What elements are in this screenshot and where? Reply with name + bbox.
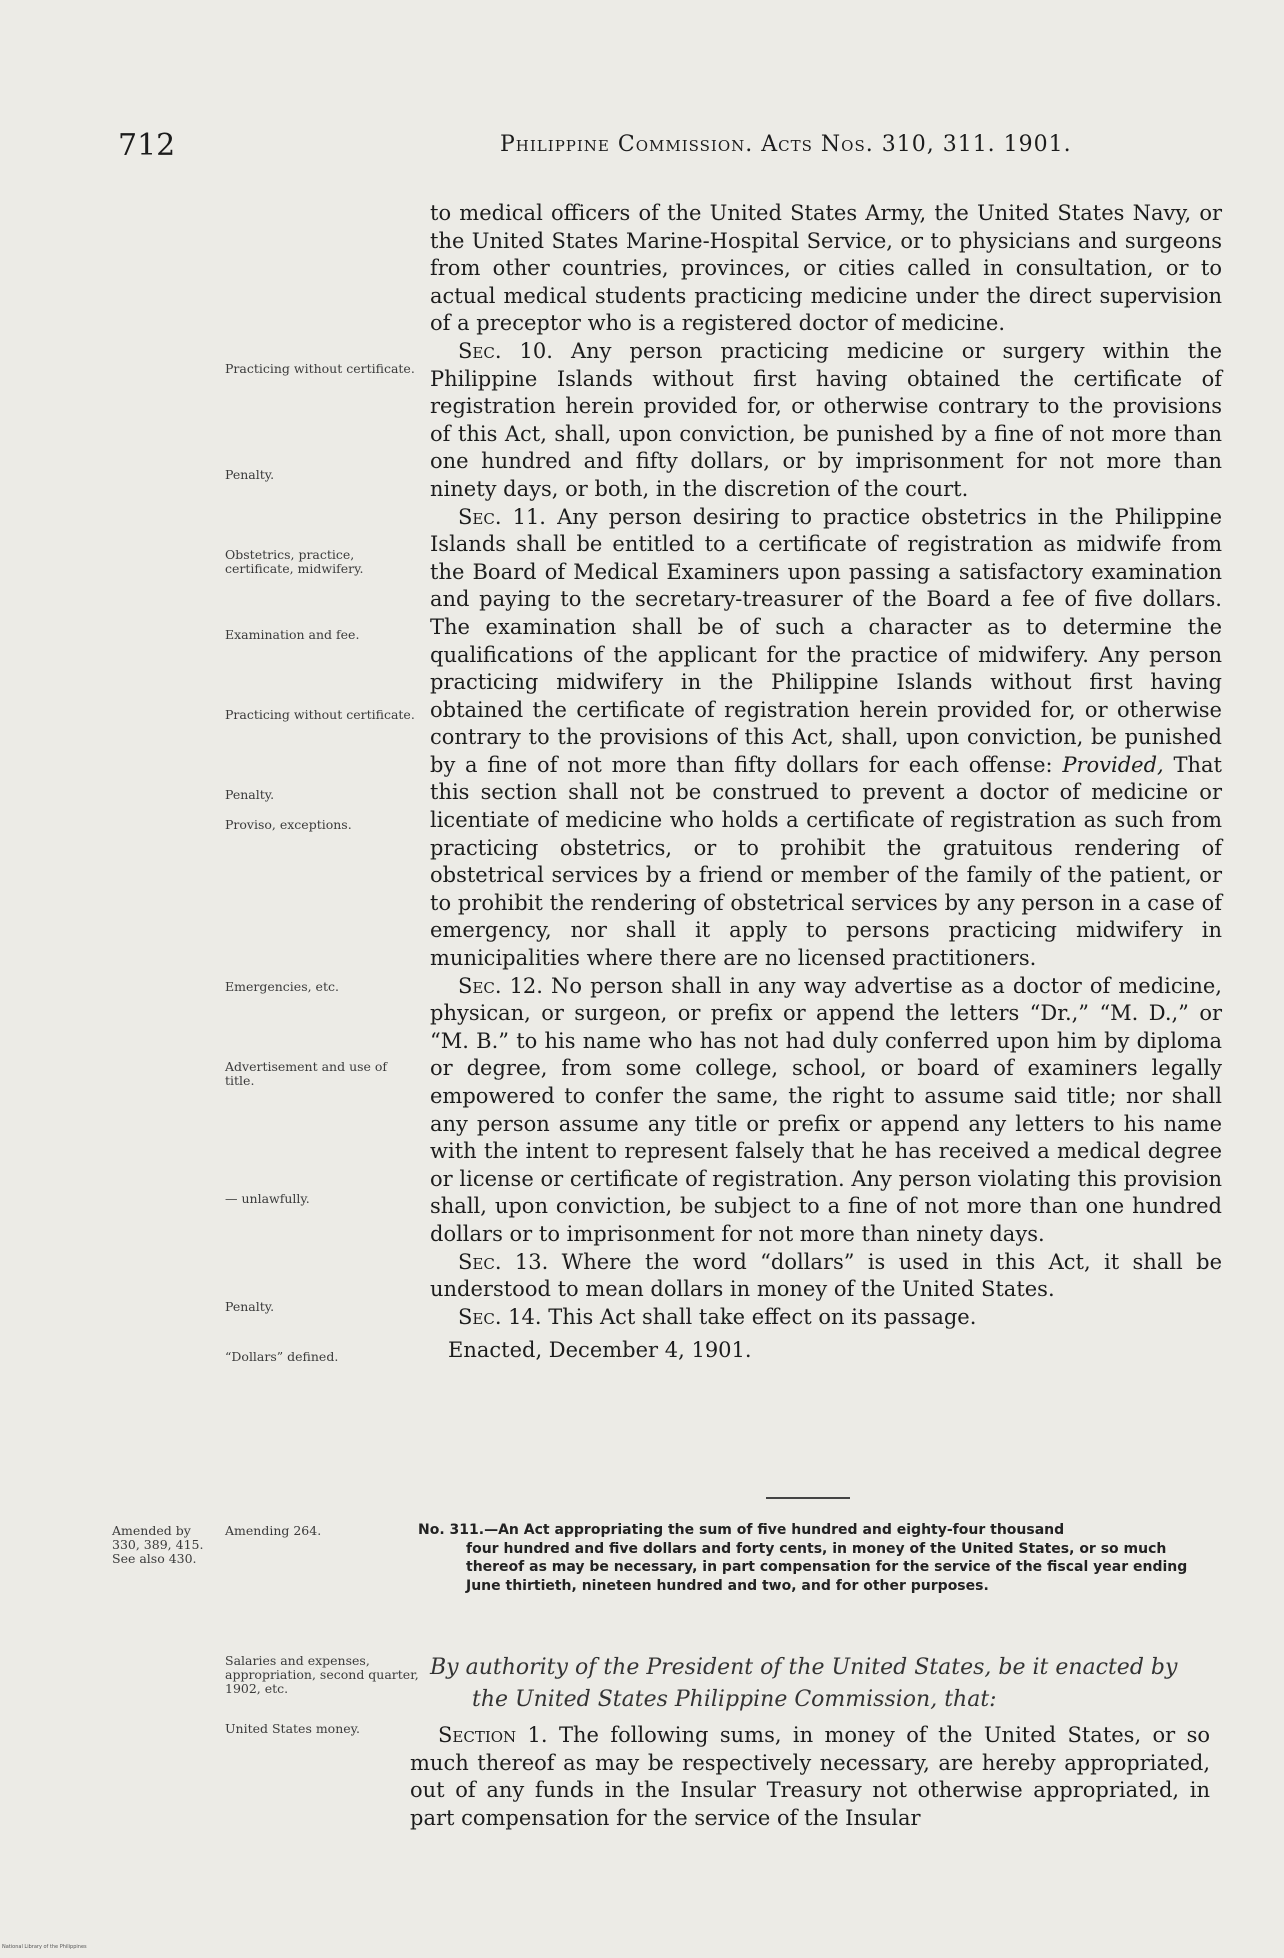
body-text [430,200,1222,1365]
margin-note-practicing-without-certificate: Practicing without certificate. [225,361,415,376]
act-311-title-rest: four hundred and five dollars and forty cents, in money of the United States, or so much thereof as may be necessary, in part compensation for the service of the fiscal year ending June thirtieth, nineteen hundred and two, and for other purposes. [466,1540,1188,1594]
enacting-line-1: By authority of the President of the United States, be it enacted by [430,1655,1178,1680]
section-12-text: No person shall in any way advertise as a doctor of medicine, physican, or surgeon, or prefix or append the letters “Dr.,” “M. D.,” or “M. B.” to his name who has not had duly conferred upon him by diploma or degree, from some college, school, or board of examiners legally empowered to confer the same, the right to assume said title; nor shall any person assume any title or prefix or append any letters to his name with the intent to represent falsely that he has received a medical degree or license or certificate of registration. Any person violating this provision shall, upon conviction, be subject to a fine of not more than one hundred dollars or to imprisonment for not more than ninety days. [430,973,1222,1246]
margin-note-penalty-3: Penalty. [225,1299,275,1314]
margin-note-amending: Amending 264. [225,1523,322,1538]
margin-note-proviso: Proviso, exceptions. [225,817,352,832]
margin-note-advertisement: Advertisement and use of title. [225,1059,388,1088]
margin-note-us-money: United States money. [225,1721,361,1736]
margin-note-unlawfully: — unlawfully. [225,1191,310,1206]
margin-note-practicing-without-certificate-2: Practicing without certificate. [225,707,415,722]
enacting-line-2: the United States Philippine Commission, that: [472,1687,997,1712]
footer-credit: National Library of the Philippines [2,1944,87,1950]
section-11-label: Sec. 11. [458,504,546,529]
margin-note-obstetrics: Obstetrics, practice, certificate, midwifery. [225,547,364,576]
section-1-text: The following sums, in money of the United States, or so much thereof as may be respectively necessary, are hereby appropriated, out of any funds in the Insular Treasury not otherwise appropriated, in part compensation for the service of the Insular [410,1723,1210,1830]
act-311-title [418,1521,1208,1595]
section-11 [430,504,1222,973]
running-head: Philippine Commission. Acts Nos. 310, 311. 1901. [500,132,1072,157]
margin-note-penalty: Penalty. [225,467,275,482]
margin-note-salaries: Salaries and expenses, appropriation, second quarter, 1902, etc. [225,1653,419,1696]
section-12-label: Sec. 12. [458,973,543,998]
section-14-label: Sec. 14. [458,1304,542,1329]
section-10-text: Any person practicing medicine or surgery within the Philippine Islands without first having obtained the certificate of registration herein provided for, or otherwise contrary to the provisions of this Act, shall, upon conviction, be punished by a fine of not more than one hundred and fifty dollars, or by imprisonment for not more than ninety days, or both, in the discretion of the court. [430,338,1222,501]
margin-notes [0,0,420,1958]
section-11-text-a: Any person desiring to practice obstetrics in the Philippine Islands shall be entitled to a certificate of registration as midwife from the Board of Medical Examiners upon passing a satisfactory examination and paying to the secretary-treasurer of the Board a fee of five dollars. The examination shall be of such a character as to determine the qualifications of the applicant for the practice of midwifery. Any person practicing midwifery in the Philippine Islands without first having obtained the certificate of registration herein provided for, or otherwise contrary to the provisions of this Act, shall, upon conviction, be punished by a fine of not more than fifty dollars for each offense: [430,504,1222,777]
section-12 [430,973,1222,1249]
section-14 [430,1304,1222,1332]
margin-note-amended-by: Amended by 330, 389, 415. See also 430. [112,1523,204,1566]
enacted-date: Enacted, December 4, 1901. [448,1338,752,1363]
margin-note-examination: Examination and fee. [225,627,360,642]
margin-note-emergencies: Emergencies, etc. [225,979,339,994]
page-number: 712 [118,128,176,163]
act-311-title-lead: No. 311.—An Act appropriating the sum of five hundred and eighty-four thousand [418,1522,1065,1538]
act-311-section-1 [410,1722,1210,1832]
section-11-text-b: That this section shall not be construed to prevent a doctor of medicine or licentiate of medicine who holds a certificate of registration as such from practicing obstetrics, or to prohibit the gratuitous rendering of obstetrical services by a friend or member of the family of the patient, or to prohibit the rendering of obstetrical services by any person in a case of emergency, nor shall it apply to persons practicing midwifery in municipalities where there are no licensed practitioners. [430,752,1222,971]
section-13-label: Sec. 13. [458,1249,549,1274]
section-10-label: Sec. 10. [458,338,553,363]
section-10 [430,338,1222,504]
section-divider [766,1497,850,1499]
margin-note-dollars-defined: “Dollars” defined. [225,1349,339,1364]
margin-note-penalty-2: Penalty. [225,787,275,802]
continuation-paragraph: to medical officers of the United States Army, the United States Navy, or the United States Marine-Hospital Service, or to physicians and surgeons from other countries, provinces, or cities called in consultation, or to actual medical students practicing medicine under the direct supervision of a preceptor who is a registered doctor of medicine. [430,201,1222,336]
section-13 [430,1249,1222,1304]
section-14-text: This Act shall take effect on its passage. [548,1304,977,1329]
section-11-provided: Provided, [1062,752,1164,777]
section-13-text: Where the word “dollars” is used in this Act, it shall be understood to mean dollars in money of the United States. [430,1249,1222,1302]
enacting-clause [430,1652,1220,1716]
section-1-label: Section 1. [438,1723,548,1747]
